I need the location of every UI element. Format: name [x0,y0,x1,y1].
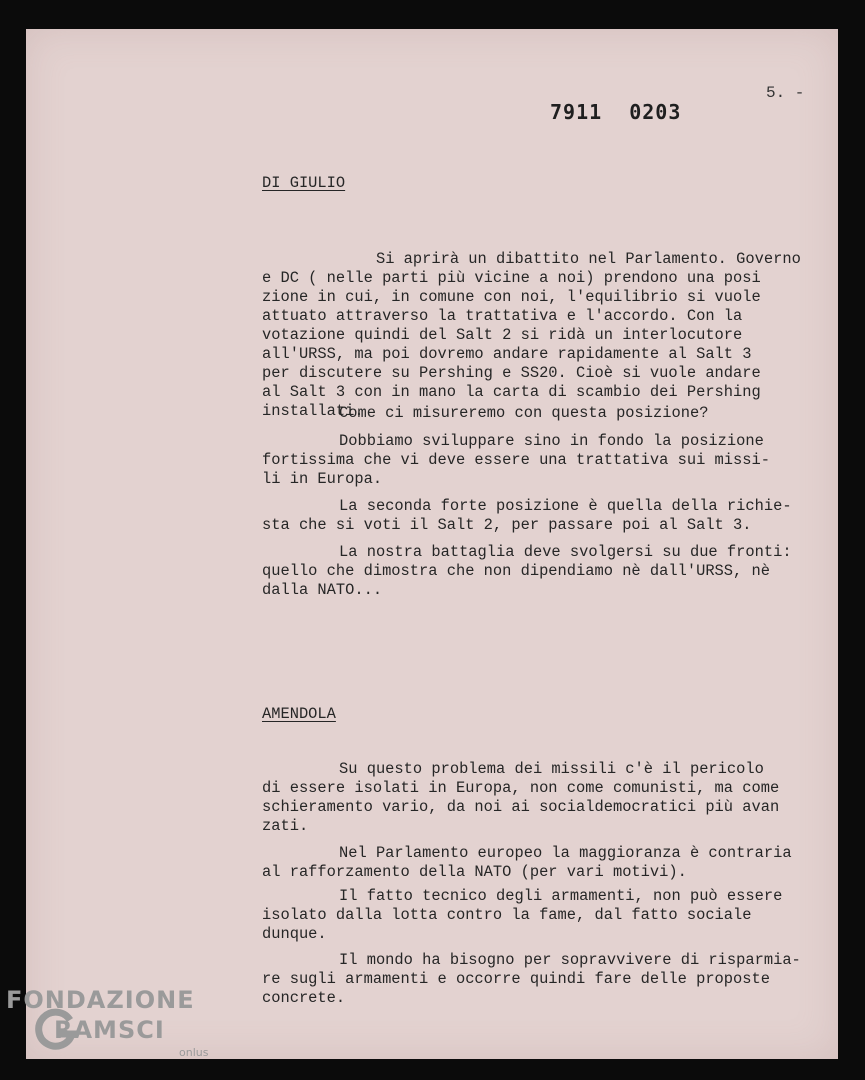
paragraph: Si aprirà un dibattito nel Parlamento. Governo e DC ( nelle parti più vicine a noi) prendono una posi zione in cui, in comune con noi, l'equilibrio si vuole attuato attraverso la trattativa e l'accordo. Con la votazione quindi del Salt 2 si ridà un interlocutore all'URSS, ma poi dovremo andare rapidamente al Salt 3 per discutere su Pershing e SS20. Cioè si vuole andare al Salt 3 con in mano la carta di scambio dei Pershing installati. [262,250,801,420]
paragraph: Come ci misureremo con questa posizione? [339,404,709,422]
paragraph: Il mondo ha bisogno per sopravvivere di risparmia- re sugli armamenti e occorre quindi fare delle proposte concrete. [262,951,801,1007]
page-number: 5. - [766,84,805,102]
paragraph: Nel Parlamento europeo la maggioranza è contraria al rafforzamento della NATO (per vari motivi). [262,844,792,881]
paragraph: La nostra battaglia deve svolgersi su due fronti: quello che dimostra che non dipendiamo nè dall'URSS, nè dalla NATO... [262,543,792,599]
speaker-amendola: AMENDOLA [262,705,336,723]
archive-stamp: 7911 0203 [550,100,682,124]
paragraph: Il fatto tecnico degli armamenti, non può essere isolato dalla lotta contro la fame, dal fatto sociale dunque. [262,887,783,943]
fondazione-gramsci-logo: FONDAZIONE RAMSCI onlus [6,986,209,1059]
paragraph: Su questo problema dei missili c'è il pericolo di essere isolati in Europa, non come comunisti, ma come schieramento vario, da noi ai socialdemocratici più avan zati. [262,760,780,835]
paragraph: Dobbiamo sviluppare sino in fondo la posizione fortissima che vi deve essere una trattativa sui missi- li in Europa. [262,432,770,488]
paragraph: La seconda forte posizione è quella della richie- sta che si voti il Salt 2, per passare poi al Salt 3. [262,497,792,534]
speaker-di-giulio: DI GIULIO [262,174,346,192]
